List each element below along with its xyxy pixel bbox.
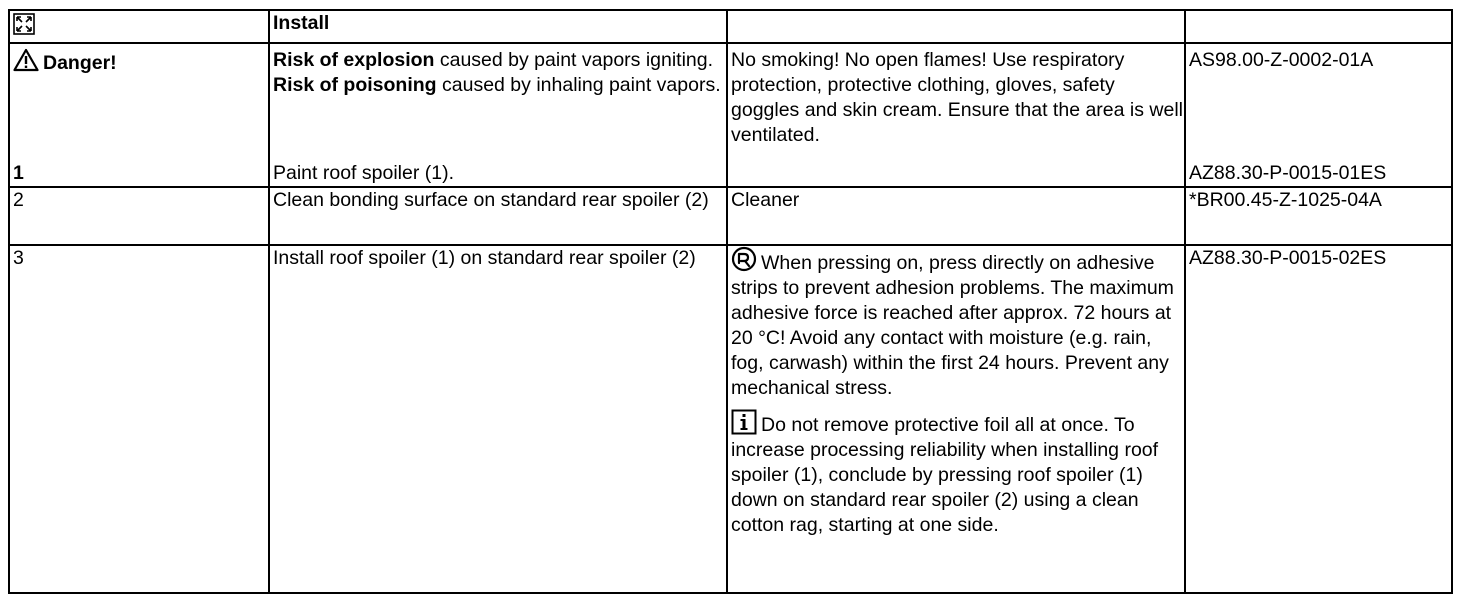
section-title: Install xyxy=(273,12,330,34)
warning-triangle-icon xyxy=(13,48,39,72)
info-text: Do not remove protective foil all at once. To increase processing reliability when installing roof spoiler (1), conclude by pressing roof spoiler (1) down on standard rear spoiler (2) using a clean cotton rag, starting at one side. xyxy=(731,414,1159,536)
step-action: Paint roof spoiler (1). xyxy=(273,162,454,184)
danger-action-cell xyxy=(269,43,727,187)
risk-description xyxy=(273,44,726,98)
step-number: 3 xyxy=(13,247,24,269)
step-action-cell xyxy=(269,245,727,593)
danger-reference[interactable]: AS98.00-Z-0002-01A xyxy=(1189,49,1374,71)
risk-explosion-text: caused by paint vapors igniting. xyxy=(434,49,714,71)
expand-arrows-icon xyxy=(13,13,35,35)
danger-reference-cell xyxy=(1185,43,1452,187)
step-action: Install roof spoiler (1) on standard rear spoiler (2) xyxy=(273,247,696,269)
danger-measures-cell xyxy=(727,43,1185,187)
step-number: 1 xyxy=(13,162,24,184)
step-reference-cell xyxy=(1185,245,1452,593)
step-material: Cleaner xyxy=(731,189,800,211)
step-number: 2 xyxy=(13,189,24,211)
step-material-cell xyxy=(727,187,1185,245)
safety-measures: No smoking! No open flames! Use respiratory protection, protective clothing, gloves, safety goggles and skin cream. Ensure that the area is well ventilated. xyxy=(731,49,1183,146)
header-title-cell xyxy=(269,10,727,43)
note-text: When pressing on, press directly on adhesive strips to prevent adhesion problems. The maximum adhesive force is reached after approx. 72 hours at 20 °C! Avoid any contact with moisture (e.g. rain, fog, carwash) within the first 24 hours. Prevent any mechanical stress. xyxy=(731,252,1174,399)
step-reference[interactable]: *BR00.45-Z-1025-04A xyxy=(1189,189,1382,211)
step-notes-cell xyxy=(727,245,1185,593)
step-number-cell xyxy=(9,245,269,593)
risk-poisoning-text: caused by inhaling paint vapors. xyxy=(436,74,721,96)
header-empty-cell xyxy=(1185,10,1452,43)
step-reference-cell xyxy=(1185,187,1452,245)
step-reference[interactable]: AZ88.30-P-0015-01ES xyxy=(1189,162,1387,184)
step-number-cell xyxy=(9,187,269,245)
info-icon xyxy=(731,409,757,435)
danger-label-cell xyxy=(9,43,269,187)
step-row xyxy=(9,187,1452,245)
header-icon-cell xyxy=(9,10,269,43)
pointing-hand-icon xyxy=(731,246,757,272)
step-action-cell xyxy=(269,187,727,245)
procedure-table xyxy=(8,9,1453,594)
risk-explosion-title: Risk of explosion xyxy=(273,49,435,71)
table-header-row xyxy=(9,10,1452,43)
danger-label: Danger! xyxy=(43,52,117,74)
header-empty-cell xyxy=(727,10,1185,43)
step-action: Clean bonding surface on standard rear spoiler (2) xyxy=(273,189,709,211)
note-block xyxy=(731,246,1184,401)
step-reference[interactable]: AZ88.30-P-0015-02ES xyxy=(1189,247,1387,269)
step-row xyxy=(9,245,1452,593)
info-block xyxy=(731,409,1184,538)
risk-poisoning-title: Risk of poisoning xyxy=(273,74,437,96)
danger-step-row xyxy=(9,43,1452,187)
